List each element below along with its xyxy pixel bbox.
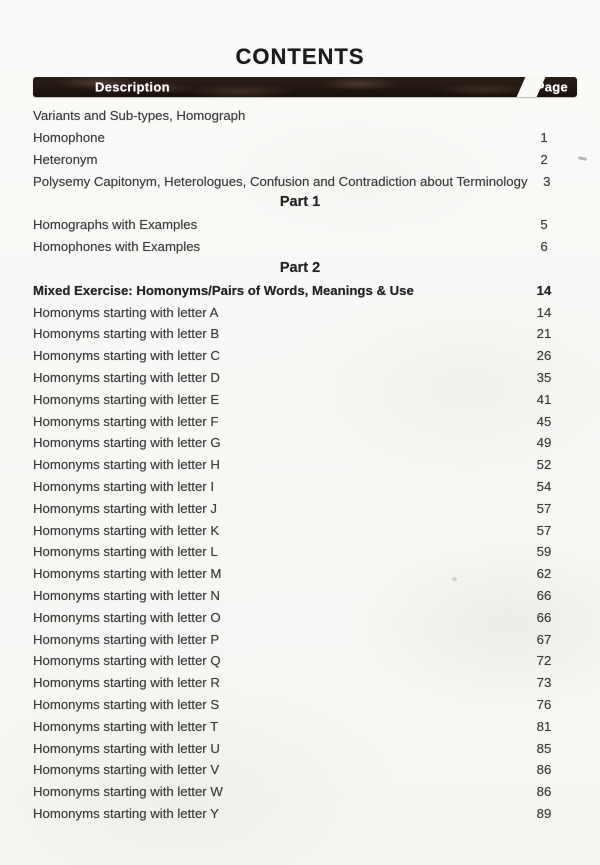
toc-section-heading xyxy=(0,192,600,214)
toc-row xyxy=(0,803,600,825)
toc-row xyxy=(0,323,600,345)
toc-entry-page: 85 xyxy=(536,740,552,756)
toc-entry-label: Homonyms starting with letter P xyxy=(33,631,220,647)
toc-row xyxy=(0,388,600,410)
toc-entry-page: 66 xyxy=(536,587,552,603)
toc-row xyxy=(0,301,600,323)
toc-row xyxy=(0,715,600,737)
toc-entry-label: Homophones with Examples xyxy=(33,239,201,255)
toc-entry-label: Homonyms starting with letter W xyxy=(33,784,223,800)
toc-entry-label: Homonyms starting with letter H xyxy=(33,457,220,473)
toc-entry-page: 45 xyxy=(536,413,552,429)
toc-entry-label: Homonyms starting with letter K xyxy=(33,522,220,538)
toc-entry-label: Homonyms starting with letter T xyxy=(33,718,219,734)
toc-entry-page: 67 xyxy=(536,631,552,647)
toc-row xyxy=(0,585,600,607)
toc-entry-page: 57 xyxy=(536,500,552,516)
toc-entry-label: Variants and Sub-types, Homograph xyxy=(33,108,246,124)
page-title: CONTENTS xyxy=(235,44,365,69)
toc-entry-label: Homonyms starting with letter E xyxy=(33,391,220,407)
toc-entry-page: 14 xyxy=(536,282,552,298)
toc-entry-label: Homonyms starting with letter F xyxy=(33,413,219,429)
scan-artifact xyxy=(452,577,457,581)
page-column-header: Page xyxy=(535,79,568,95)
toc-entry-page: 86 xyxy=(536,784,552,800)
toc-entry-page: 86 xyxy=(536,762,552,778)
toc-row xyxy=(0,737,600,759)
toc-entry-label: Homonyms starting with letter R xyxy=(33,675,220,691)
toc-row xyxy=(0,759,600,781)
toc-row xyxy=(0,432,600,454)
toc-row xyxy=(0,279,600,301)
toc-row xyxy=(0,563,600,585)
toc-row xyxy=(0,781,600,803)
toc-entry-page: 26 xyxy=(536,348,552,364)
toc-row xyxy=(0,694,600,716)
toc-entry-label: Mixed Exercise: Homonyms/Pairs of Words, Meanings & Use xyxy=(33,282,414,298)
toc-entry-page: 76 xyxy=(536,696,552,712)
toc-row xyxy=(0,672,600,694)
toc-row xyxy=(0,127,600,149)
toc-entry-page: 73 xyxy=(536,675,552,691)
toc-entry-label: Homonyms starting with letter G xyxy=(33,435,221,451)
toc-entry-page: 3 xyxy=(543,173,551,189)
toc-row xyxy=(0,214,600,236)
toc-list xyxy=(0,105,600,824)
toc-entry-page: 57 xyxy=(536,522,552,538)
toc-row xyxy=(0,519,600,541)
toc-entry-label: Homonyms starting with letter I xyxy=(33,478,215,494)
toc-entry-label: Homonyms starting with letter U xyxy=(33,740,220,756)
table-header-bar xyxy=(33,77,577,97)
toc-entry-page: 1 xyxy=(540,130,548,146)
toc-entry-page: 62 xyxy=(536,566,552,582)
toc-entry-page: 81 xyxy=(536,718,552,734)
toc-entry-page: 66 xyxy=(536,609,552,625)
toc-entry-label: Heteronym xyxy=(33,151,98,167)
toc-entry-page: 5 xyxy=(540,217,548,233)
toc-row xyxy=(0,650,600,672)
toc-entry-page: 59 xyxy=(536,544,552,560)
toc-entry-label: Homonyms starting with letter Q xyxy=(33,653,221,669)
toc-entry-label: Homonyms starting with letter N xyxy=(33,587,220,603)
toc-row xyxy=(0,345,600,367)
toc-entry-page: 89 xyxy=(536,805,552,821)
toc-entry-label: Homophone xyxy=(33,130,105,146)
toc-entry-label: Homonyms starting with letter M xyxy=(33,566,222,582)
toc-entry-label: Homonyms starting with letter V xyxy=(33,762,220,778)
toc-entry-page: 54 xyxy=(536,478,552,494)
toc-entry-label: Homonyms starting with letter D xyxy=(33,369,220,385)
toc-entry-page: 49 xyxy=(536,435,552,451)
description-column-header: Description xyxy=(95,79,170,95)
toc-entry-label: Homonyms starting with letter C xyxy=(33,348,220,364)
toc-entry-page: 35 xyxy=(536,369,552,385)
toc-entry-label: Homonyms starting with letter B xyxy=(33,326,220,342)
toc-row xyxy=(0,149,600,171)
toc-section-heading xyxy=(0,258,600,280)
toc-entry-label: Homographs with Examples xyxy=(33,217,198,233)
toc-row xyxy=(0,606,600,628)
toc-entry-label: Polysemy Capitonym, Heterologues, Confusion and Contradiction about Terminology xyxy=(33,173,528,189)
toc-entry-label: Homonyms starting with letter J xyxy=(33,500,217,516)
toc-row xyxy=(0,628,600,650)
toc-entry-page: 72 xyxy=(536,653,552,669)
toc-row xyxy=(0,497,600,519)
toc-row xyxy=(0,367,600,389)
toc-section-label: Part 2 xyxy=(279,259,321,276)
toc-entry-label: Homonyms starting with letter A xyxy=(33,304,219,320)
toc-entry-label: Homonyms starting with letter S xyxy=(33,696,220,712)
toc-row xyxy=(0,236,600,258)
toc-row xyxy=(0,476,600,498)
toc-entry-page: 14 xyxy=(536,304,552,320)
toc-entry-page: 2 xyxy=(540,151,548,167)
toc-section-label: Part 1 xyxy=(279,194,321,211)
toc-row xyxy=(0,410,600,432)
toc-entry-page: 21 xyxy=(536,326,552,342)
toc-entry-label: Homonyms starting with letter O xyxy=(33,609,221,625)
toc-row xyxy=(0,170,600,192)
toc-row xyxy=(0,454,600,476)
toc-entry-page: 41 xyxy=(536,391,552,407)
toc-entry-page: 52 xyxy=(536,457,552,473)
toc-row xyxy=(0,541,600,563)
toc-row xyxy=(0,105,600,127)
toc-entry-page: 6 xyxy=(540,239,548,255)
toc-entry-label: Homonyms starting with letter L xyxy=(33,544,218,560)
toc-entry-label: Homonyms starting with letter Y xyxy=(33,805,219,821)
